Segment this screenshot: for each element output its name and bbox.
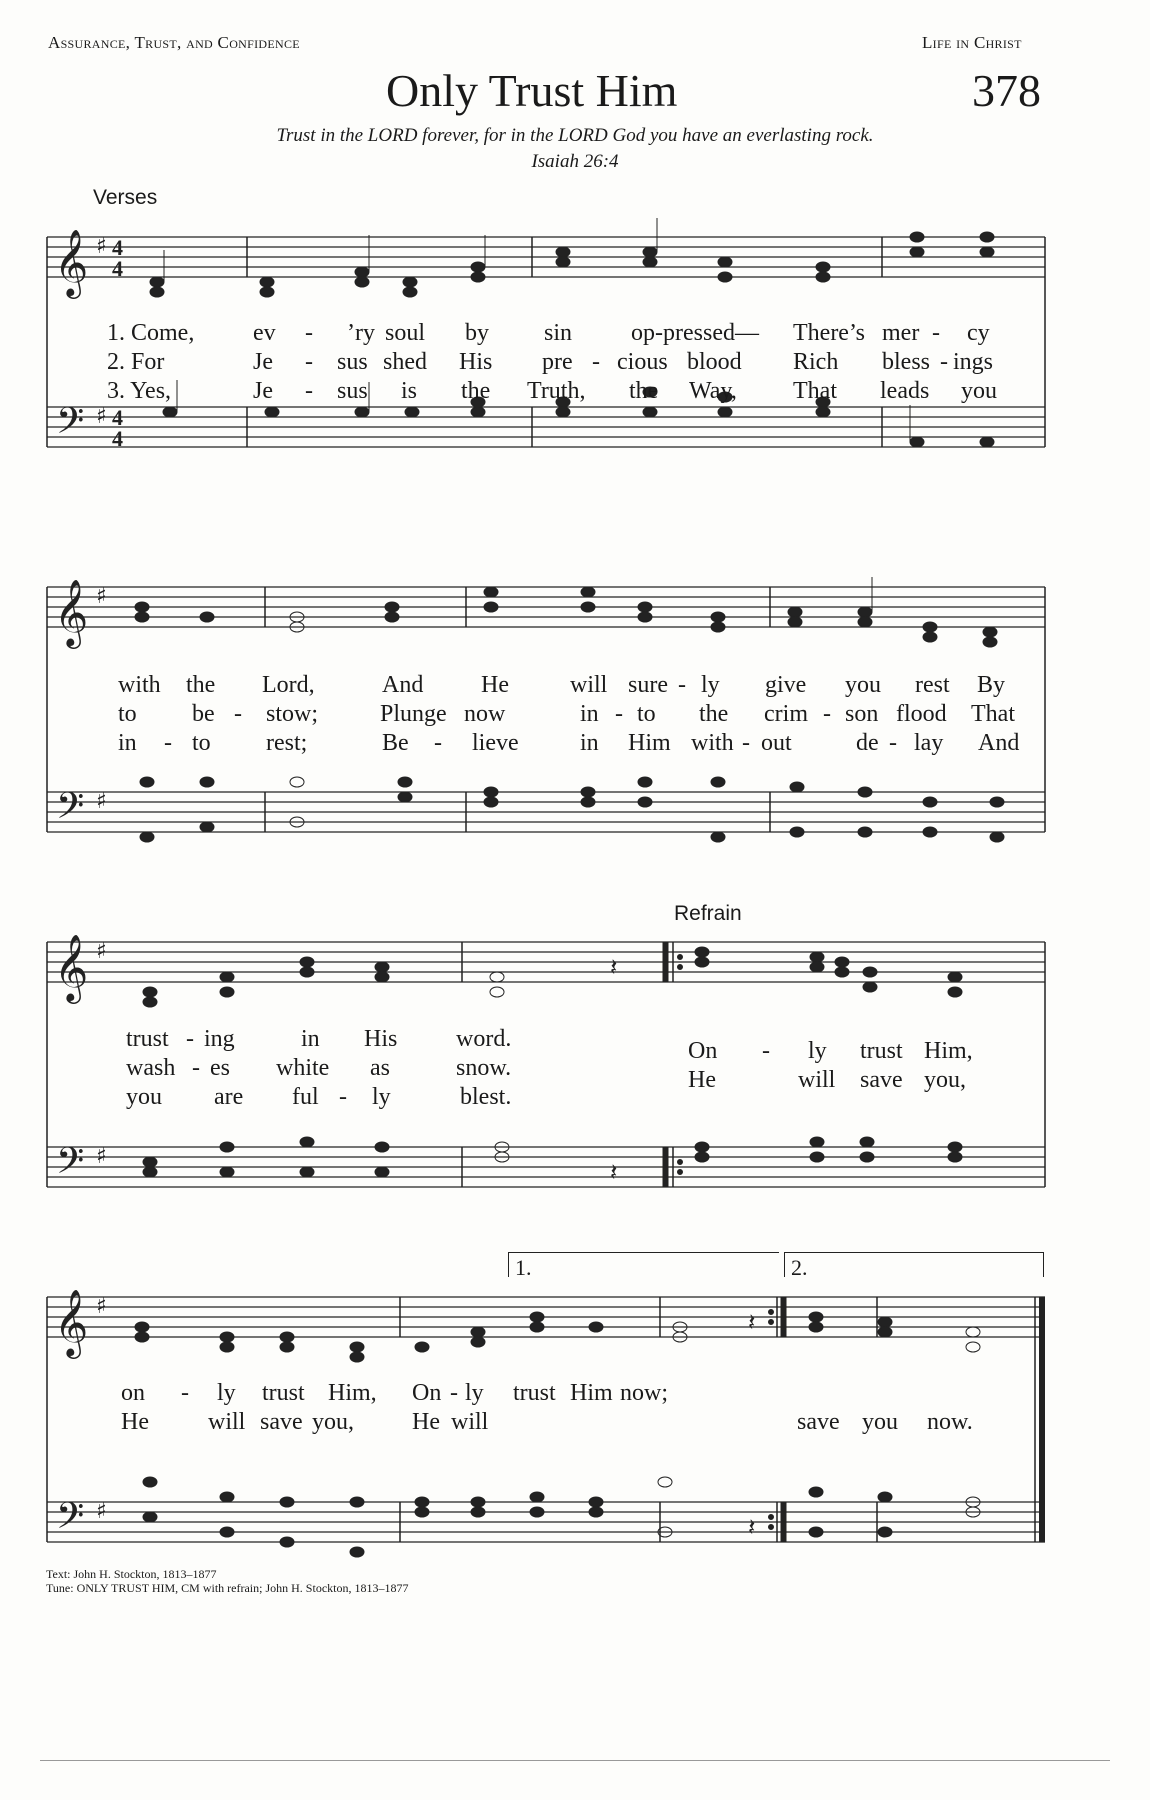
svg-text:4: 4 <box>112 426 123 451</box>
refrain-label: Refrain <box>674 902 742 925</box>
treble-clef-icon: 𝄞 <box>54 933 89 1001</box>
hymn-title: Only Trust Him <box>386 65 678 116</box>
treble-staff <box>47 1297 1045 1337</box>
svg-text:4: 4 <box>112 256 123 281</box>
final-barline <box>1039 1297 1045 1542</box>
treble-clef-icon: 𝄞 <box>54 1288 89 1356</box>
music-system-2 <box>0 550 1150 850</box>
repeat-start-barline <box>663 942 683 1187</box>
second-ending-bracket: 2. <box>784 1252 1044 1277</box>
text-credit: Text: John H. Stockton, 1813–1877 <box>46 1567 217 1581</box>
hymn-number: 378 <box>972 65 1041 116</box>
verses-label: Verses <box>93 186 158 209</box>
bass-clef-icon: 𝄢 <box>56 400 85 451</box>
section-left-header: Assurance, Trust, and Confidence <box>48 33 300 52</box>
music-system-4 <box>0 1260 1150 1560</box>
key-sharp-bass: ♯ <box>96 789 107 814</box>
bass-clef-icon: 𝄢 <box>56 1140 85 1191</box>
svg-text:4: 4 <box>112 405 123 430</box>
bass-staff <box>47 1502 1045 1542</box>
key-sharp-treble: ♯ <box>96 1294 107 1319</box>
bass-staff <box>47 1147 1045 1187</box>
svg-text:𝄽: 𝄽 <box>610 1158 618 1186</box>
first-ending-bracket: 1. <box>508 1252 779 1277</box>
treble-staff <box>47 587 1045 627</box>
treble-clef-icon: 𝄞 <box>54 578 89 646</box>
epigraph-reference: Isaiah 26:4 <box>531 151 619 172</box>
bass-staff <box>47 407 1045 447</box>
key-sharp-treble: ♯ <box>96 939 107 964</box>
svg-text:4: 4 <box>112 235 123 260</box>
epigraph-text: Trust in the LORD forever, for in the LORD God you have an everlasting rock. <box>276 125 874 146</box>
bass-staff <box>47 792 1045 832</box>
svg-text:𝄽: 𝄽 <box>610 953 618 981</box>
page-bottom-rule <box>40 1760 1110 1761</box>
bass-clef-icon: 𝄢 <box>56 785 85 836</box>
svg-text:𝄽: 𝄽 <box>748 1308 756 1336</box>
key-sharp-treble: ♯ <box>96 584 107 609</box>
bass-notes <box>143 1477 980 1557</box>
tune-credit: Tune: ONLY TRUST HIM, CM with refrain; John H. Stockton, 1813–1877 <box>46 1581 409 1595</box>
section-right-header: Life in Christ <box>922 33 1022 52</box>
key-sharp-bass: ♯ <box>96 1144 107 1169</box>
treble-staff <box>47 237 1045 277</box>
key-sharp-bass: ♯ <box>96 1499 107 1524</box>
svg-text:𝄽: 𝄽 <box>748 1513 756 1541</box>
key-sharp-treble: ♯ <box>96 234 107 259</box>
treble-staff <box>47 942 1045 982</box>
repeat-end-barline <box>769 1297 787 1542</box>
rests <box>610 953 617 1186</box>
treble-clef-icon: 𝄞 <box>54 228 89 296</box>
treble-notes <box>143 947 962 1007</box>
key-sharp-bass: ♯ <box>96 404 107 429</box>
rests <box>748 1308 755 1541</box>
bass-clef-icon: 𝄢 <box>56 1495 85 1546</box>
